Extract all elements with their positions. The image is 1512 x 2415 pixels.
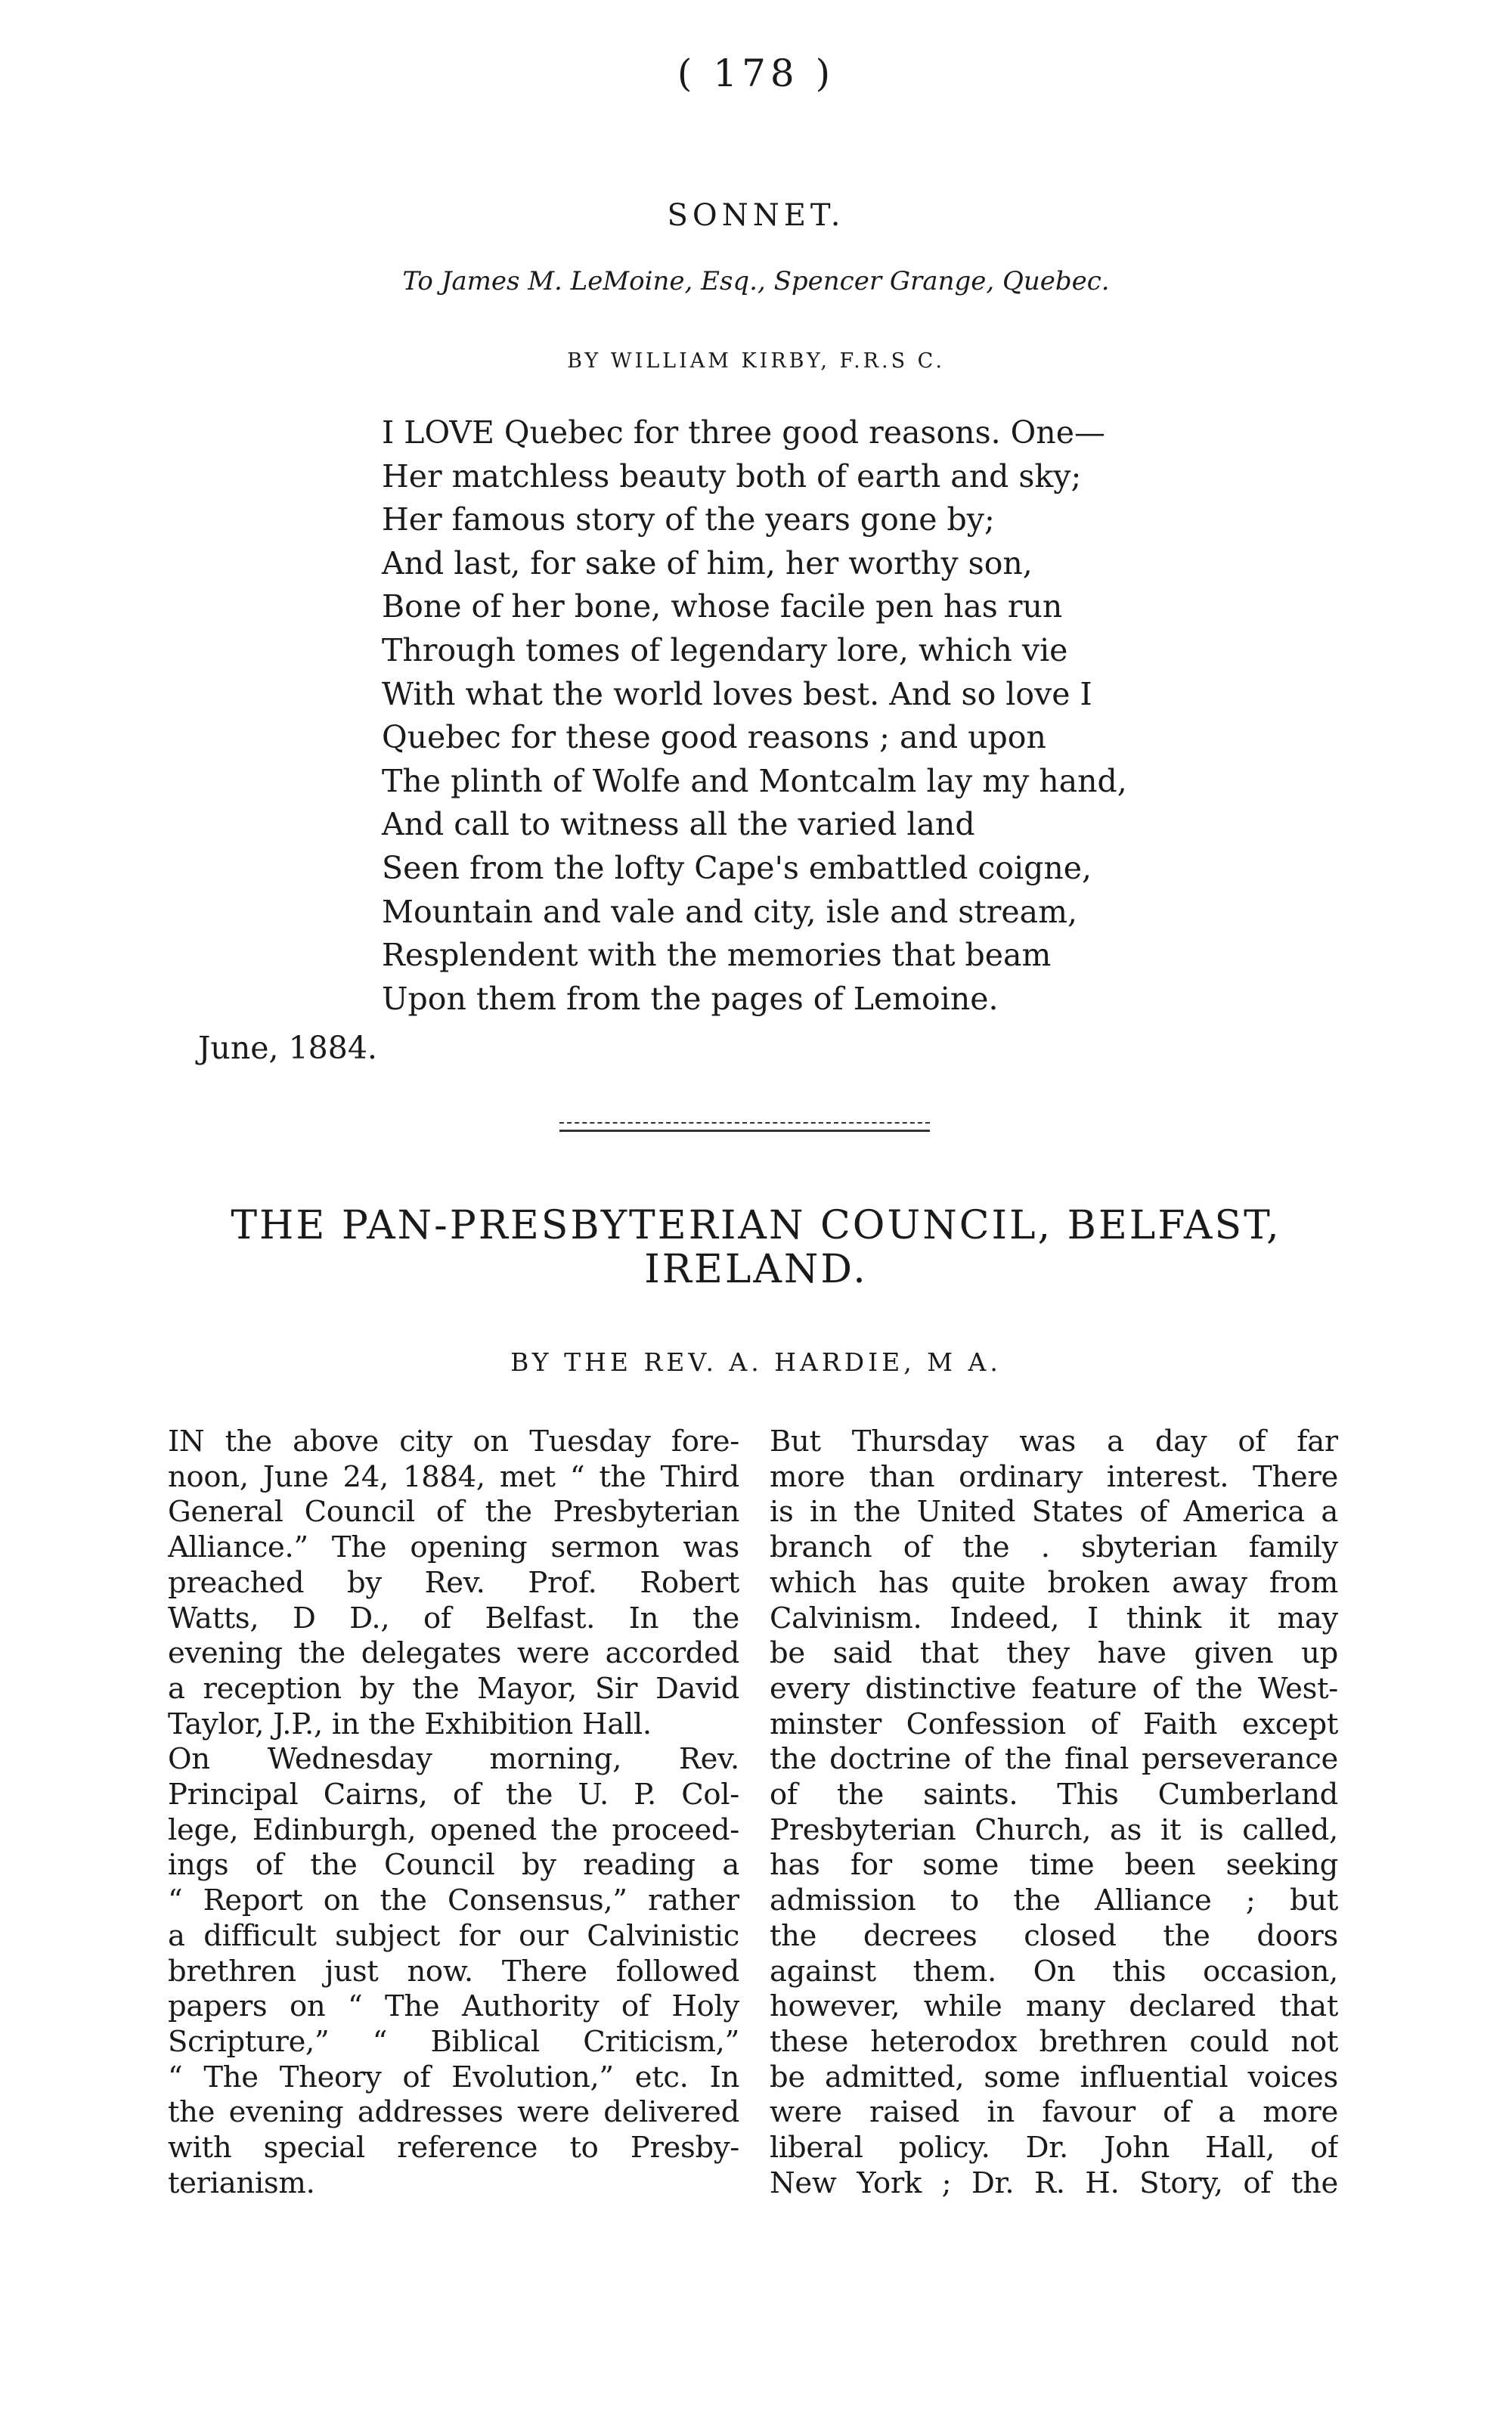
- text-line: Principal Cairns, of the U. P. Col-: [168, 1778, 739, 1812]
- text-line: evening the delegates were accorded: [168, 1636, 739, 1671]
- text-line: branch of the . sbyterian family: [770, 1530, 1338, 1565]
- text-line: brethren just now. There followed: [168, 1954, 739, 1989]
- text-line: be said that they have given up: [770, 1636, 1338, 1671]
- text-line: terianism.: [168, 2165, 315, 2200]
- text-line: Alliance.” The opening sermon was: [168, 1530, 739, 1565]
- poem-line: Through tomes of legendary lore, which vie: [382, 631, 1068, 668]
- poem-line: Bone of her bone, whose facile pen has run: [382, 588, 1063, 625]
- text-line: lege, Edinburgh, opened the proceed-: [168, 1812, 739, 1847]
- sonnet-dedication: To James M. LeMoine, Esq., Spencer Grange, Quebec.: [402, 266, 1110, 296]
- text-line: preached by Rev. Prof. Robert: [168, 1565, 739, 1600]
- text-line: New York ; Dr. R. H. Story, of the: [770, 2165, 1338, 2200]
- text-line: is in the United States of America a: [770, 1495, 1338, 1530]
- section-divider: [559, 1122, 930, 1133]
- text-line: On Wednesday morning, Rev.: [168, 1742, 739, 1777]
- text-line: the evening addresses were delivered: [168, 2095, 739, 2130]
- article-column-right: [770, 1425, 1338, 2201]
- sonnet-date: June, 1884.: [198, 1030, 377, 1066]
- article-column-left: [168, 1425, 739, 2201]
- text-line: Calvinism. Indeed, I think it may: [770, 1601, 1338, 1635]
- text-line: however, while many declared that: [770, 1989, 1338, 2024]
- text-line: admission to the Alliance ; but: [770, 1883, 1338, 1918]
- text-line: ings of the Council by reading a: [168, 1848, 739, 1883]
- text-line: “ The Theory of Evolution,” etc. In: [168, 2060, 739, 2094]
- sonnet-title: SONNET.: [667, 198, 845, 233]
- text-line: papers on “ The Authority of Holy: [168, 1989, 739, 2024]
- text-line: which has quite broken away from: [770, 1565, 1338, 1600]
- text-line: a difficult subject for our Calvinistic: [168, 1918, 739, 1953]
- poem-line: Quebec for these good reasons ; and upon: [382, 719, 1046, 756]
- poem-line: The plinth of Wolfe and Montcalm lay my hand,: [382, 762, 1127, 799]
- sonnet-body: [382, 411, 1365, 1021]
- text-line: the decrees closed the doors: [770, 1918, 1338, 1953]
- text-line: the doctrine of the final perseverance: [770, 1742, 1338, 1777]
- poem-line: Seen from the lofty Cape's embattled coigne,: [382, 849, 1092, 886]
- text-line: a reception by the Mayor, Sir David: [168, 1671, 739, 1706]
- text-line: against them. On this occasion,: [770, 1954, 1338, 1989]
- poem-line: And last, for sake of him, her worthy son,: [382, 544, 1033, 581]
- text-line: of the saints. This Cumberland: [770, 1778, 1338, 1812]
- text-line: were raised in favour of a more: [770, 2095, 1338, 2130]
- poem-line: Her famous story of the years gone by;: [382, 501, 995, 538]
- text-line: has for some time been seeking: [770, 1848, 1338, 1883]
- text-line: Presbyterian Church, as it is called,: [770, 1812, 1338, 1847]
- text-line: minster Confession of Faith except: [770, 1707, 1338, 1741]
- text-line: more than ordinary interest. There: [770, 1459, 1338, 1494]
- text-line: noon, June 24, 1884, met “ the Third: [168, 1459, 739, 1494]
- text-line: liberal policy. Dr. John Hall, of: [770, 2131, 1338, 2165]
- poem-line: I LOVE Quebec for three good reasons. One—: [382, 414, 1105, 451]
- poem-line: With what the world loves best. And so love I: [382, 675, 1092, 712]
- text-line: General Council of the Presbyterian: [168, 1495, 739, 1530]
- text-line: But Thursday was a day of far: [770, 1425, 1338, 1459]
- text-line: IN the above city on Tuesday fore-: [168, 1425, 739, 1459]
- poem-line: Upon them from the pages of Lemoine.: [382, 980, 999, 1017]
- text-line: Taylor, J.P., in the Exhibition Hall.: [168, 1707, 652, 1741]
- text-line: with special reference to Presby-: [168, 2131, 739, 2165]
- text-line: be admitted, some influential voices: [770, 2060, 1338, 2094]
- poem-line: Resplendent with the memories that beam: [382, 937, 1052, 974]
- text-line: Watts, D D., of Belfast. In the: [168, 1601, 739, 1635]
- poem-line: Her matchless beauty both of earth and sky;: [382, 457, 1082, 494]
- text-line: every distinctive feature of the West-: [770, 1671, 1338, 1706]
- article-title: THE PAN-PRESBYTERIAN COUNCIL, BELFAST, IRELAND.: [231, 1203, 1281, 1292]
- text-line: these heterodox brethren could not: [770, 2024, 1338, 2059]
- article-author: BY THE REV. A. HARDIE, M A.: [510, 1347, 1002, 1377]
- text-line: “ Report on the Consensus,” rather: [168, 1883, 739, 1918]
- text-line: Scripture,” “ Biblical Criticism,”: [168, 2024, 739, 2059]
- page-number: ( 178 ): [677, 51, 835, 95]
- poem-line: And call to witness all the varied land: [382, 806, 975, 843]
- sonnet-author: BY WILLIAM KIRBY, F.R.S C.: [567, 349, 945, 373]
- poem-line: Mountain and vale and city, isle and stream,: [382, 893, 1077, 930]
